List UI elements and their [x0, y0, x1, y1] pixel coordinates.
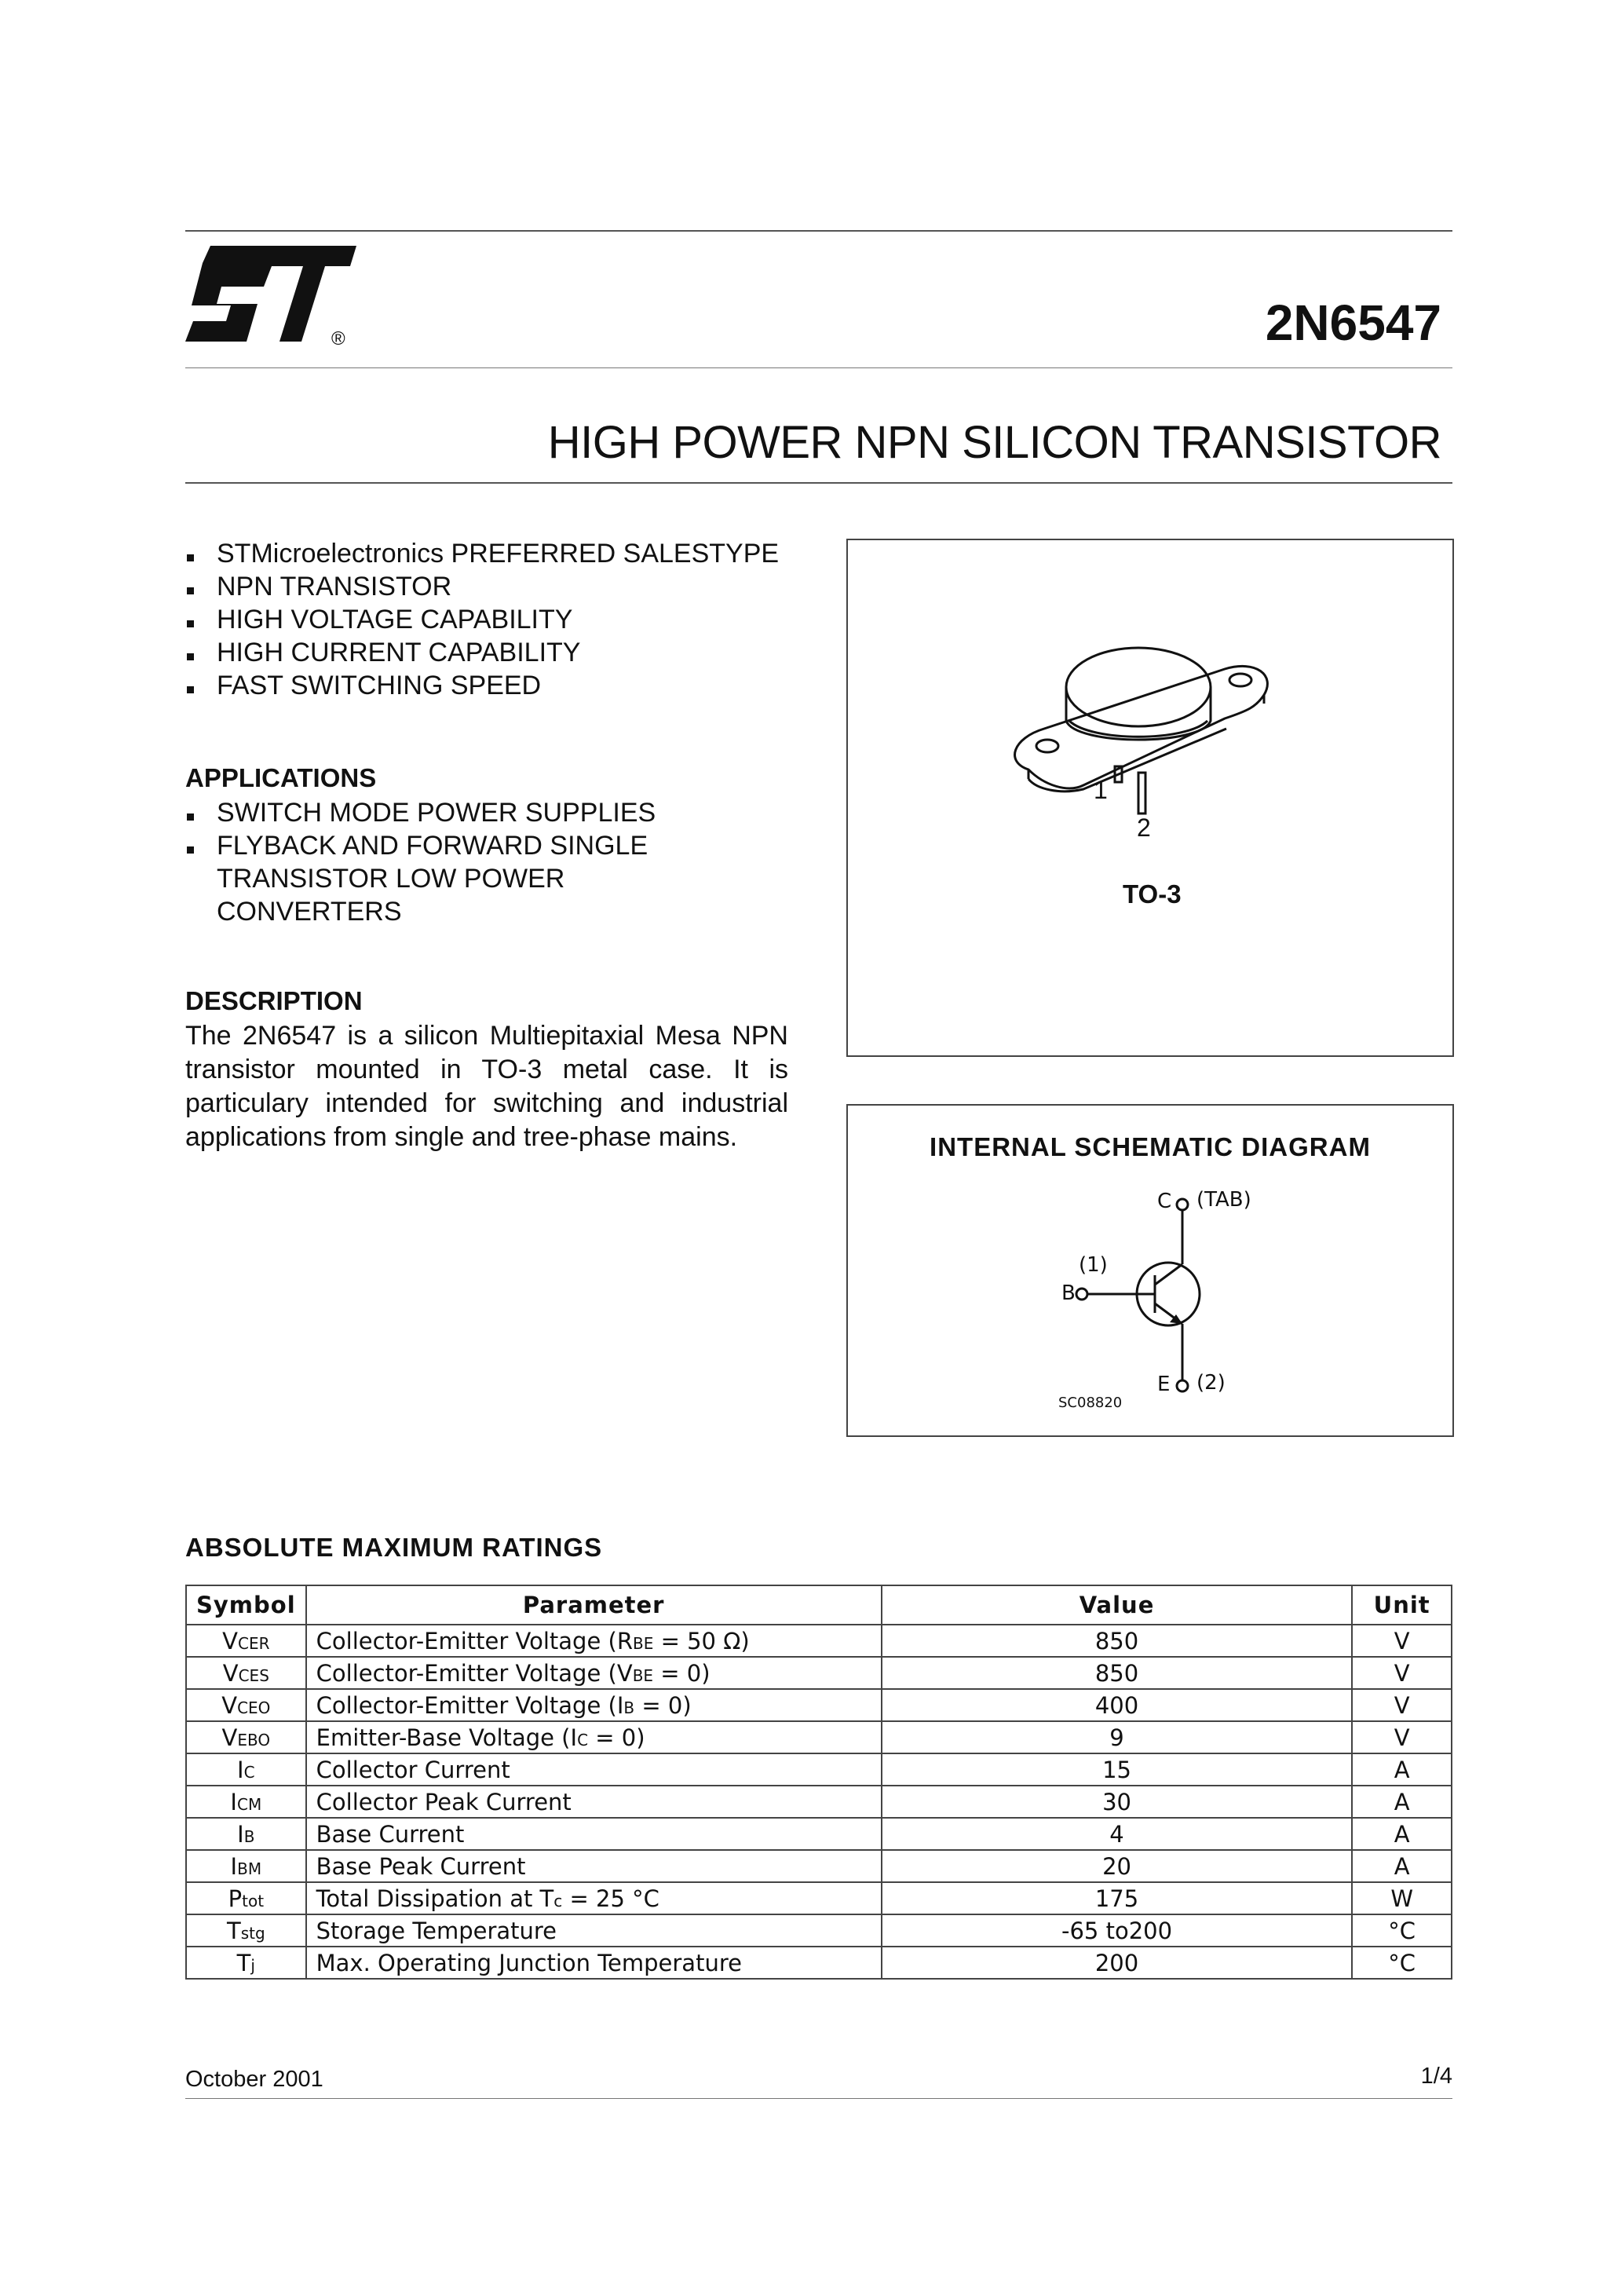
- description-text: The 2N6547 is a silicon Multiepitaxial Mesa NPN transistor mounted in TO-3 metal case. It is particulary intended for switching and industrial applications from single and tree-phase mains.: [185, 1021, 788, 1152]
- parameter-cell: Collector-Emitter Voltage (RBE = 50 Ω): [306, 1625, 882, 1657]
- list-item: FAST SWITCHING SPEED: [185, 669, 798, 702]
- unit-cell: V: [1352, 1625, 1452, 1657]
- unit-cell: °C: [1352, 1914, 1452, 1947]
- to3-package-drawing: [1013, 628, 1280, 832]
- description-heading: DESCRIPTION: [185, 986, 363, 1015]
- base-label: B: [1061, 1281, 1076, 1305]
- bullet-icon: [187, 653, 194, 660]
- parameter-cell: Max. Operating Junction Temperature: [306, 1947, 882, 1979]
- column-header: Parameter: [306, 1585, 882, 1625]
- ratings-table: [185, 1585, 1452, 1980]
- value-cell: 200: [882, 1947, 1353, 1979]
- column-header: Unit: [1352, 1585, 1452, 1625]
- table-row: [186, 1753, 1452, 1786]
- bullet-icon: [187, 846, 194, 854]
- emitter-label: E: [1157, 1373, 1171, 1396]
- table-row: [186, 1914, 1452, 1947]
- base-note: (1): [1079, 1253, 1108, 1277]
- symbol-cell: Ptot: [186, 1882, 306, 1914]
- unit-cell: A: [1352, 1753, 1452, 1786]
- symbol-cell: IB: [186, 1818, 306, 1850]
- symbol-cell: VEBO: [186, 1721, 306, 1753]
- registered-mark: ®: [331, 328, 345, 349]
- ratings-heading: ABSOLUTE MAXIMUM RATINGS: [185, 1533, 603, 1562]
- collector-note: (TAB): [1196, 1188, 1251, 1212]
- parameter-cell: Base Peak Current: [306, 1850, 882, 1882]
- list-item: FLYBACK AND FORWARD SINGLE TRANSISTOR LOW POWER CONVERTERS: [185, 829, 688, 928]
- table-row: [186, 1657, 1452, 1689]
- ratings-body: [186, 1625, 1452, 1979]
- parameter-cell: Base Current: [306, 1818, 882, 1850]
- symbol-cell: Tj: [186, 1947, 306, 1979]
- column-header: Symbol: [186, 1585, 306, 1625]
- bullet-icon: [187, 813, 194, 821]
- symbol-cell: VCEO: [186, 1689, 306, 1721]
- parameter-cell: Emitter-Base Voltage (IC = 0): [306, 1721, 882, 1753]
- symbol-cell: IBM: [186, 1850, 306, 1882]
- applications-list: [185, 796, 798, 928]
- page-title: HIGH POWER NPN SILICON TRANSISTOR: [547, 417, 1441, 468]
- bullet-icon: [187, 620, 194, 627]
- value-cell: 4: [882, 1818, 1353, 1850]
- parameter-cell: Collector-Emitter Voltage (VBE = 0): [306, 1657, 882, 1689]
- schematic-title: INTERNAL SCHEMATIC DIAGRAM: [930, 1132, 1371, 1161]
- column-header: Value: [882, 1585, 1353, 1625]
- list-item: HIGH VOLTAGE CAPABILITY: [185, 603, 798, 636]
- symbol-cell: VCER: [186, 1625, 306, 1657]
- value-cell: -65 to200: [882, 1914, 1353, 1947]
- pin-1-label: 1: [1094, 776, 1108, 804]
- table-row: [186, 1625, 1452, 1657]
- value-cell: 850: [882, 1625, 1353, 1657]
- feature-list: [185, 537, 798, 702]
- unit-cell: V: [1352, 1689, 1452, 1721]
- table-row: [186, 1882, 1452, 1914]
- table-row: [186, 1689, 1452, 1721]
- package-name: TO-3: [1123, 879, 1182, 909]
- value-cell: 850: [882, 1657, 1353, 1689]
- table-row: [186, 1721, 1452, 1753]
- table-row: [186, 1947, 1452, 1979]
- title-rule: [185, 482, 1452, 484]
- footer-date: October 2001: [185, 2067, 323, 2092]
- bullet-icon: [187, 587, 194, 594]
- value-cell: 20: [882, 1850, 1353, 1882]
- unit-cell: A: [1352, 1818, 1452, 1850]
- value-cell: 400: [882, 1689, 1353, 1721]
- parameter-cell: Storage Temperature: [306, 1914, 882, 1947]
- symbol-cell: VCES: [186, 1657, 306, 1689]
- symbol-cell: IC: [186, 1753, 306, 1786]
- list-item: NPN TRANSISTOR: [185, 570, 798, 603]
- npn-transistor-symbol: [1052, 1178, 1256, 1406]
- emitter-note: (2): [1196, 1371, 1226, 1395]
- unit-cell: W: [1352, 1882, 1452, 1914]
- table-header-row: [186, 1585, 1452, 1625]
- top-rule: [185, 230, 1452, 232]
- page-number: 1/4: [1420, 2064, 1452, 2089]
- value-cell: 30: [882, 1786, 1353, 1818]
- bullet-icon: [187, 554, 194, 561]
- list-item: HIGH CURRENT CAPABILITY: [185, 636, 798, 669]
- value-cell: 175: [882, 1882, 1353, 1914]
- unit-cell: V: [1352, 1657, 1452, 1689]
- part-number: 2N6547: [1265, 294, 1441, 351]
- parameter-cell: Collector Current: [306, 1753, 882, 1786]
- table-row: [186, 1850, 1452, 1882]
- table-row: [186, 1786, 1452, 1818]
- collector-label: C: [1157, 1190, 1172, 1213]
- table-row: [186, 1818, 1452, 1850]
- value-cell: 15: [882, 1753, 1353, 1786]
- footer-rule: [185, 2098, 1452, 2099]
- parameter-cell: Collector Peak Current: [306, 1786, 882, 1818]
- applications-heading: APPLICATIONS: [185, 763, 377, 792]
- unit-cell: A: [1352, 1786, 1452, 1818]
- schematic-code: SC08820: [1058, 1395, 1123, 1411]
- unit-cell: A: [1352, 1850, 1452, 1882]
- symbol-cell: ICM: [186, 1786, 306, 1818]
- parameter-cell: Total Dissipation at Tc = 25 °C: [306, 1882, 882, 1914]
- bullet-icon: [187, 686, 194, 693]
- list-item: SWITCH MODE POWER SUPPLIES: [185, 796, 798, 829]
- unit-cell: °C: [1352, 1947, 1452, 1979]
- symbol-cell: Tstg: [186, 1914, 306, 1947]
- value-cell: 9: [882, 1721, 1353, 1753]
- unit-cell: V: [1352, 1721, 1452, 1753]
- list-item: STMicroelectronics PREFERRED SALESTYPE: [185, 537, 798, 570]
- parameter-cell: Collector-Emitter Voltage (IB = 0): [306, 1689, 882, 1721]
- pin-2-label: 2: [1137, 813, 1151, 842]
- header-rule: [185, 367, 1452, 368]
